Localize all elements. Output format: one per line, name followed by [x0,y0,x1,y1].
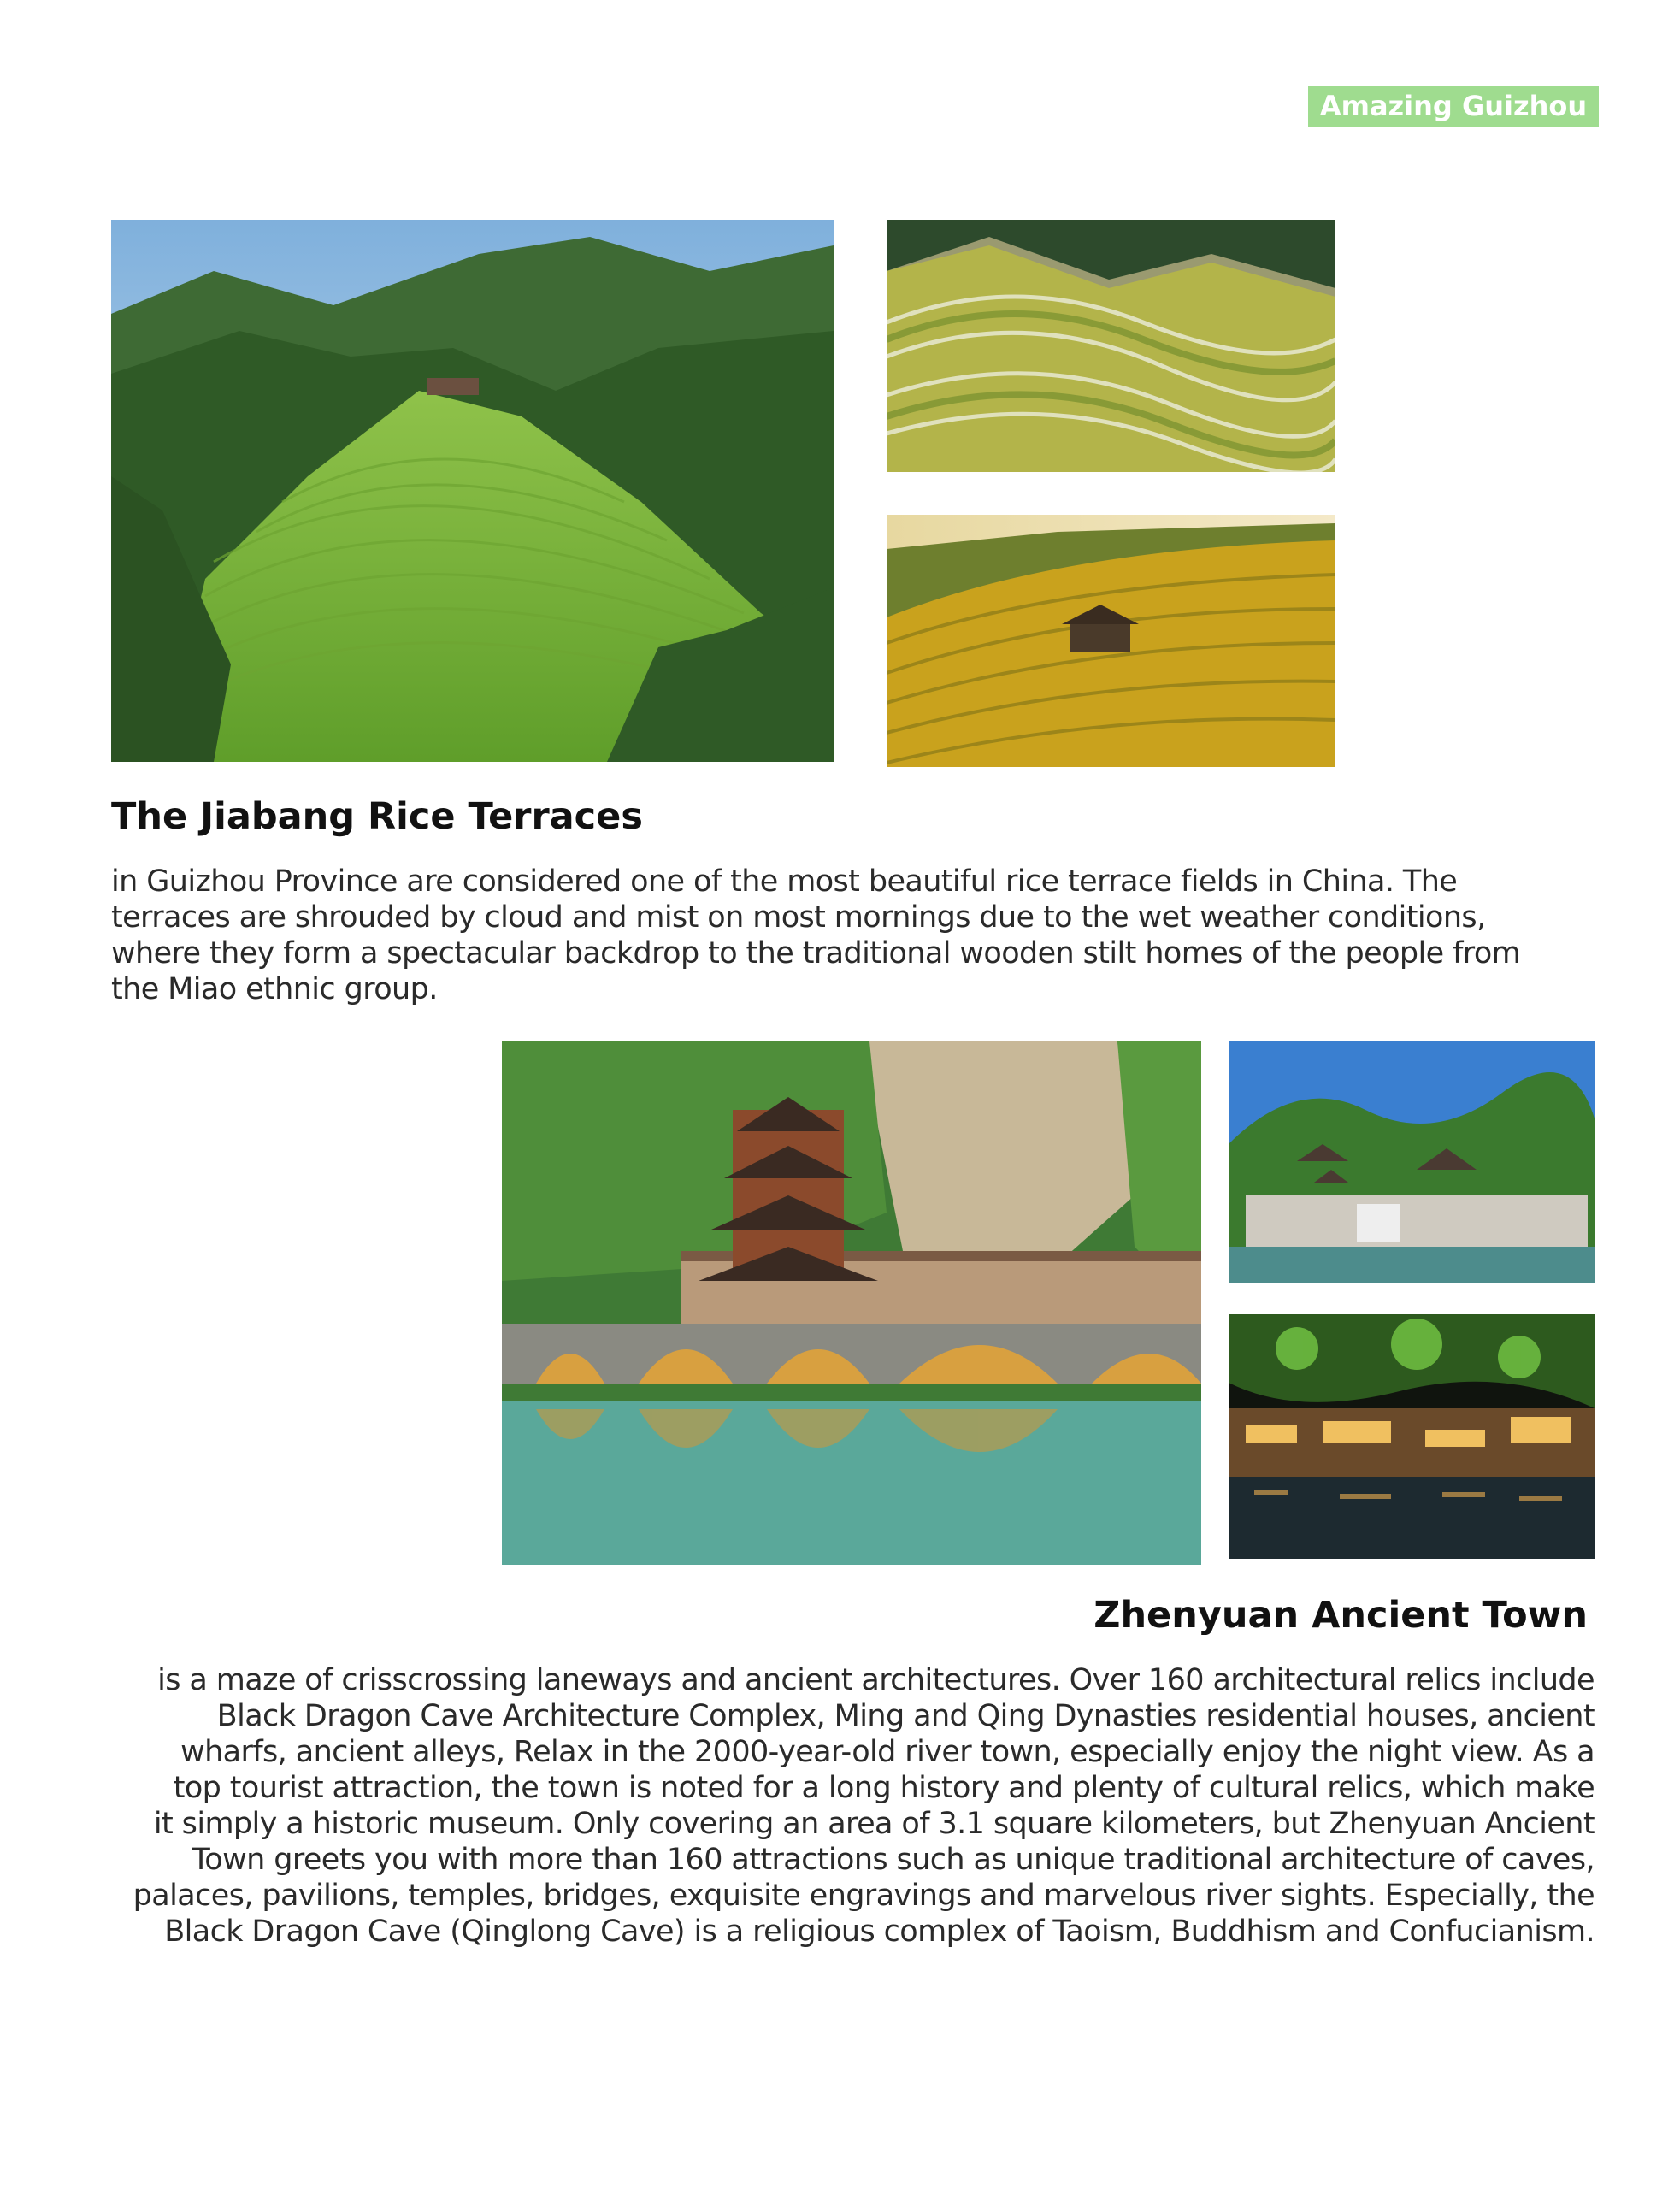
section1-line: the Miao ethnic group. [111,972,438,1006]
section1-title: The Jiabang Rice Terraces [111,795,643,838]
section2-line: Black Dragon Cave Architecture Complex, Ming and Qing Dynasties residential houses, ancient [216,1699,1595,1733]
section2-line: top tourist attraction, the town is noted for a long history and plenty of cultural relics, which make [173,1771,1595,1805]
jiabang-terraces-photo-3 [887,515,1335,767]
section1-description [111,864,1520,1007]
section2-line: Town greets you with more than 160 attractions such as unique traditional architecture of caves, [192,1843,1595,1877]
header-badge: Amazing Guizhou [1308,86,1599,127]
zhenyuan-bridge-photo [502,1041,1201,1565]
section2-line: palaces, pavilions, temples, bridges, exquisite engravings and marvelous river sights. Especially, the [133,1879,1595,1913]
zhenyuan-night-photo [1229,1314,1595,1559]
jiabang-terraces-main-photo [111,220,834,762]
section2-description [133,1662,1595,1950]
section1-line: where they form a spectacular backdrop to the traditional wooden stilt homes of the people from [111,936,1521,971]
section1-line: in Guizhou Province are considered one of the most beautiful rice terrace fields in China. The [111,864,1458,899]
section1-line: terraces are shrouded by cloud and mist on most mornings due to the wet weather conditions, [111,900,1486,935]
section2-line: Black Dragon Cave (Qinglong Cave) is a religious complex of Taoism, Buddhism and Confucianism. [164,1915,1595,1949]
section2-line: is a maze of crisscrossing laneways and ancient architectures. Over 160 architectural relics include [157,1663,1595,1697]
jiabang-terraces-photo-2 [887,220,1335,472]
section2-title: Zhenyuan Ancient Town [1093,1594,1588,1637]
section2-line: it simply a historic museum. Only covering an area of 3.1 square kilometers, but Zhenyuan Ancient [153,1807,1595,1841]
zhenyuan-day-photo [1229,1041,1595,1283]
section2-line: wharfs, ancient alleys, Relax in the 2000-year-old river town, especially enjoy the night view. As a [180,1735,1595,1769]
